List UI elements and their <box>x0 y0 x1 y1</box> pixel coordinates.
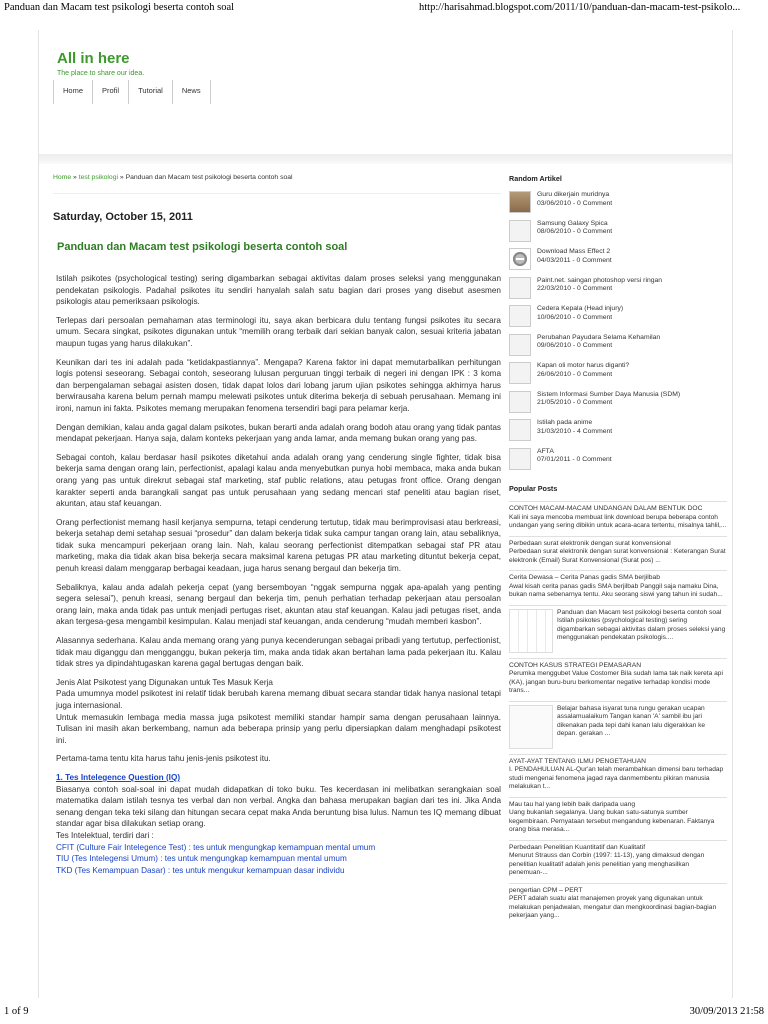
random-artikel-title[interactable]: Guru dikerjain muridnya <box>537 191 610 198</box>
list-item: TKD (Tes Kemampuan Dasar) : tes untuk mengukur kemampuan dasar individu <box>56 865 345 875</box>
site-title[interactable]: All in here <box>57 50 130 67</box>
random-artikel-item[interactable] <box>509 248 727 277</box>
blog-page <box>38 30 733 998</box>
random-artikel-meta: 03/06/2010 - 0 Comment <box>537 199 613 207</box>
random-artikel-item[interactable] <box>509 277 727 306</box>
popular-posts-list <box>509 501 727 921</box>
post-paragraph: Orang perfectionist memang hasil kerjanya sempurna, tetapi cenderung tertutup, tidak mau berimprovisasi atau berkreasi, bekerja setahap demi setahap sesuai “prosedur” dan dalam bekerja tidak suka campur tangan orang lain, atau sebaliknya, tidak suka mencampuri pekerjaan orang lain. Nah, kalau seorang perfectionist ditempatkan sebagai staf PR atau marketing, maka dia tidak akan bisa bekerja secara maksimal karena petugas PR atau marketing dituntut bekerja cepat, penuh kreasi dalam menggarap berbagai keadaan, juga harus senang bergaul dan bekerja tim. <box>56 517 501 574</box>
random-artikel-title[interactable]: Kapan oli motor harus diganti? <box>537 362 630 369</box>
post-title[interactable]: Panduan dan Macam test psikologi beserta contoh soal <box>57 241 348 253</box>
random-artikel-meta: 21/05/2010 - 0 Comment <box>537 399 613 407</box>
print-footer <box>4 1006 764 1020</box>
popular-post-snippet: I. PENDAHULUAN AL-Qur'an telah merambahkan dimensi baru terhadap studi mengenai fenomena jagad raya danmembentu pikiran manusia melakukan t... <box>509 766 724 790</box>
print-date: 30/09/2013 21:58 <box>689 1006 764 1017</box>
nav-bar <box>53 80 211 104</box>
test1-heading[interactable]: 1. Tes Intelegence Question (IQ) <box>56 772 181 782</box>
no-image-icon[interactable] <box>509 305 531 327</box>
post-paragraph: Sebagai contoh, kalau berdasar hasil psikotes diketahui anda adalah orang yang cenderung single fighter, tidak bisa bekerja sama dengan orang lain, perfectionist, apalagi kalau anda menyebutkan punya hobi membaca, maka anda bukan orang yang pas untuk direkrut sebagai staf marketing, staf public relations, atau petugas front office. Orang dengan karakter seperti anda barangkali sangat pas untuk perusahaan yang sedang mencari staf peneliti atau bagian riset, akuntan, atau staf keuangan. <box>56 452 501 509</box>
popular-post-title[interactable]: Cerita Dewasa – Cerita Panas gadis SMA berjilbab <box>509 574 660 581</box>
random-artikel-item[interactable] <box>509 191 727 220</box>
post-paragraph: Pertama-tama tentu kita harus tahu jenis-jenis psikotest itu. <box>56 754 271 764</box>
post-main <box>53 174 501 876</box>
no-image-icon[interactable] <box>509 220 531 242</box>
popular-post-title[interactable]: CONTOH MACAM-MACAM UNDANGAN DALAM BENTUK DOC <box>509 505 703 512</box>
breadcrumb <box>53 174 501 194</box>
random-artikel-meta: 10/06/2010 - 0 Comment <box>537 313 613 321</box>
popular-post-snippet: Perumka menggubet Value Costomer Bila sudah lama tak naik kereta api (KA), jangan buru-buru berkomentar negative terhadap kondisi mode trans... <box>509 670 723 694</box>
site-tagline: The place to share our idea. <box>57 70 145 77</box>
random-artikel-item[interactable] <box>509 220 727 249</box>
sign-language-image[interactable] <box>509 705 553 749</box>
random-artikel-title[interactable]: Perubahan Payudara Selama Kehamilan <box>537 333 661 341</box>
popular-post-snippet: Istilah psikotes (psychological testing) sering digambarkan sebagai aktivitas dalam proses seleksi yang menggunakan pendekatan psikologis.... <box>557 617 726 641</box>
list-item: CFIT (Culture Fair Intelegence Test) : tes untuk mengungkap kemampuan mental umum <box>56 842 376 852</box>
popular-post-item <box>509 840 727 878</box>
popular-post-title[interactable]: AYAT-AYAT TENTANG ILMU PENGETAHUAN <box>509 757 646 765</box>
post-paragraph: Dengan demikian, kalau anda gagal dalam psikotes, bukan berarti anda adalah orang bodoh atau orang yang tidak pantas mendapat pekerjaan. Hanya saja, dalam konteks pekerjaan yang anda lamar, anda memang bukan orang yang pas. <box>56 422 501 444</box>
random-artikel-meta: 26/06/2010 - 0 Comment <box>537 370 613 378</box>
random-artikel-title[interactable]: AFTA <box>537 447 554 455</box>
random-artikel-meta: 08/06/2010 - 0 Comment <box>537 228 613 236</box>
popular-post-snippet: Menurut Strauss dan Corbin (1997: 11-13), yang dimaksud dengan penelitian kualitatif adalah jenis penelitian yang menghasilkan penemuan-... <box>509 852 705 876</box>
random-artikel-heading: Random Artikel <box>509 174 562 183</box>
random-artikel-item[interactable] <box>509 419 727 448</box>
post-thumbnail[interactable] <box>509 609 553 653</box>
no-image-icon[interactable] <box>509 448 531 470</box>
breadcrumb-current: Panduan dan Macam test psikologi beserta contoh soal <box>125 174 293 181</box>
nav-profil[interactable]: Profil <box>93 80 129 104</box>
popular-post-snippet: PERT adalah suatu alat manajemen proyek yang digunakan untuk melakukan penjadwalan, mengatur dan mengkoordinasi bagian-bagian pekerjaan yang... <box>509 895 717 919</box>
print-header-title: Panduan dan Macam test psikologi beserta contoh soal <box>4 2 235 13</box>
list-intro: Tes Intelektual, terdiri dari : <box>56 830 154 840</box>
post-body <box>53 273 501 876</box>
section-heading: Jenis Alat Psikotest yang Digunakan untuk Tes Masuk Kerja <box>56 677 273 687</box>
popular-post-title[interactable]: Panduan dan Macam test psikologi beserta contoh soal <box>557 608 722 616</box>
post-paragraph: Pada umumnya model psikotest ini relatif tidak berubah karena memang dibuat secara standar tidak hanya nasional tetapi juga internasional. <box>56 689 501 710</box>
post-paragraph: Biasanya contoh soal-soal ini dapat mudah didapatkan di toko buku. Tes kecerdasan ini melibatkan serangkaian soal matematika dalam istilah tesnya tes verbal dan non verbal. Angka dan bahasa merupakan bagian dari tes ini. Jika Anda senang dengan teka teki silang dan hitungan secara cepat maka Anda beruntung bisa lulus. Namun tes IQ memang dibuat standar agar bisa dilakukan setiap orang. <box>56 784 501 829</box>
nav-news[interactable]: News <box>173 80 211 104</box>
no-image-icon[interactable] <box>509 419 531 441</box>
post-paragraph: Untuk memasukin lembaga media massa juga psikotest memiliki standar hampir sama dengan perusahaan lainnya. Tulisan ini masih akan berkembang, namun ada beberapa prinsip yang perlu dipersiapkan dalam menghadapi psikotest ini. <box>56 712 501 745</box>
breadcrumb-sep: » <box>73 174 77 181</box>
random-artikel-title[interactable]: Sistem Informasi Sumber Daya Manusia (SDM) <box>537 390 681 398</box>
print-header <box>4 2 764 16</box>
random-artikel-meta: 22/03/2010 - 0 Comment <box>537 285 613 293</box>
breadcrumb-category[interactable]: test psikologi <box>78 174 118 181</box>
popular-post-item <box>509 701 727 749</box>
print-page-number: 1 of 9 <box>4 1006 29 1017</box>
article-thumbnail[interactable] <box>509 191 531 213</box>
random-artikel-title[interactable]: Istilah pada anime <box>537 419 593 426</box>
post-date: Saturday, October 15, 2011 <box>53 211 193 223</box>
breadcrumb-home[interactable]: Home <box>53 174 72 181</box>
popular-post-item <box>509 501 727 531</box>
no-image-icon[interactable] <box>509 391 531 413</box>
popular-post-item <box>509 754 727 792</box>
header-divider <box>39 154 732 164</box>
print-header-url: http://harisahmad.blogspot.com/2011/10/panduan-dan-macam-test-psikolo... <box>419 2 741 13</box>
popular-post-item <box>509 658 727 696</box>
no-image-icon[interactable] <box>509 277 531 299</box>
stop-icon[interactable] <box>509 248 531 270</box>
popular-post-snippet: Perbedaan surat elektronik dengan surat konvensional : Keterangan Surat elektronik (Email) Surat Konvensional (Surat pos) ... <box>509 548 726 564</box>
popular-post-item <box>509 570 727 600</box>
random-artikel-item[interactable] <box>509 305 727 334</box>
popular-posts-heading: Popular Posts <box>509 484 558 493</box>
no-image-icon[interactable] <box>509 334 531 356</box>
nav-home[interactable]: Home <box>53 80 93 104</box>
breadcrumb-sep: » <box>119 174 124 181</box>
popular-post-title[interactable]: Mau tau hal yang lebih baik daripada uang <box>509 800 636 808</box>
popular-post-snippet: Awal kisah cerita panas gadis SMA berjilbab Panggil saja namaku Dina, bukan nama sebenarnya tentu. Aku seorang siswi yang tahun ini sudah... <box>509 582 723 598</box>
random-artikel-item[interactable] <box>509 362 727 391</box>
random-artikel-item[interactable] <box>509 448 727 477</box>
post-paragraph: Terlepas dari persoalan pemahaman atas terminologi itu, saya akan berbicara dulu tentang fungsi psikotes itu secara umum. Secara singkat, psikotes digunakan untuk “memilih orang terbaik dari sekian banyak calon, sesuai kriteria jabatan maupun tugas yang harus dilakukan”. <box>56 315 501 348</box>
popular-post-item <box>509 797 727 835</box>
popular-post-title[interactable]: Perbedaan surat elektronik dengan surat konvensional <box>509 539 671 547</box>
list-item: TIU (Tes Intelegensi Umum) : tes untuk mengungkap kemampuan mental umum <box>56 854 347 864</box>
popular-post-item <box>509 605 727 653</box>
nav-tutorial[interactable]: Tutorial <box>129 80 173 104</box>
popular-post-title[interactable]: Perbedaan Penelitian Kuantitatif dan Kualitatif <box>509 843 646 851</box>
post-paragraph: Keunikan dari tes ini adalah pada “ketidakpastiannya”. Mengapa? Karena faktor ini dapat memutarbalikan perhitungan logis potensi seseorang. Sebagai contoh, seseorang lulusan perguruan tinggi terbaik di negeri ini dengan IPK : 3 koma dan berpengalaman sebagai asisten dosen, tidak dapat lolos dari lobang jarum ujian psikotes sehingga akhirnya harus berwirausaha karena belum pernah mampu melewati psikotes untuk diterima bekerja di sebuah perusahaan. Memang ini ironi, namun ini fakta. Psikotes memang merupakan fenomena tersendiri bagi para pelamar kerja. <box>56 357 501 413</box>
random-artikel-meta: 09/06/2010 - 0 Comment <box>537 342 613 350</box>
popular-post-snippet: Kali ini saya mencoba membuat link download berupa beberapa contoh undangan yang sering dibikin untuk acara-acara tertentu, misalnya tahlil,... <box>509 513 727 529</box>
popular-post-title[interactable]: pengertian CPM – PERT <box>509 886 583 894</box>
popular-post-snippet: Uang bukanlah segalanya. Uang bukan satu-satunya sumber kegembiraan. Pernyataan tersebut mengandung kebenaran. Faktanya orang bisa merasa... <box>509 809 715 833</box>
post-paragraph: Istilah psikotes (psychological testing) sering digambarkan sebagai aktivitas dalam proses seleksi yang menggunakan pendekatan psikologis. Padahal psikotes itu sendiri hanyalah salah satu bagian dari proses yang disebut asesmen psikologis atau pemeriksaan psikologis. <box>56 274 501 307</box>
random-artikel-meta: 04/03/2011 - 0 Comment <box>537 256 612 264</box>
random-artikel-meta: 31/03/2010 - 4 Comment <box>537 427 613 435</box>
popular-post-item <box>509 883 727 921</box>
random-artikel-title[interactable]: Samsung Galaxy Spica <box>537 219 608 227</box>
sidebar <box>509 174 727 926</box>
random-artikel-list <box>509 191 727 476</box>
post-paragraph: Alasannya sederhana. Kalau anda memang orang yang punya kecenderungan sebagai pribadi yang tertutup, perfectionist, tidak mau diganggu dan mengganggu, bukan pekerja tim, maka anda tidak akan bertahan lama pada pekerjaan itu. Kalau tidak stres ya dipindahtugaskan karena gagal bertugas dengan baik. <box>56 636 501 669</box>
popular-post-item <box>509 536 727 566</box>
random-artikel-title[interactable]: Cedera Kepala (Head injury) <box>537 305 624 312</box>
random-artikel-item[interactable] <box>509 391 727 420</box>
popular-post-snippet: Belajar bahasa isyarat tuna rungu gerakan ucapan assalamualaikum Tangan kanan 'A' sambil ibu jari dikenakan pada tepi dahi kanan lalu digerakkan ke depan. gerakan ... <box>557 704 706 737</box>
random-artikel-item[interactable] <box>509 334 727 363</box>
random-artikel-title[interactable]: Download Mass Effect 2 <box>537 248 611 255</box>
popular-post-title[interactable]: CONTOH KASUS STRATEGI PEMASARAN <box>509 661 642 669</box>
random-artikel-meta: 07/01/2011 - 0 Comment <box>537 456 612 464</box>
post-paragraph: Sebaliknya, kalau anda adalah pekerja cepat (yang bersemboyan “nggak sempurna nggak apa-apalah yang penting segera selesai”), penuh kreasi, senang bergaul dan bekerja tim, penuh perhatian terhadap pekerjaan atau persoalan orang lain, maka anda tidak pas untuk menjadi pertugas riset, akuntan atau staf keuangan. Kalau jadi petugas riset, anda akan tergesa-gesa mengambil kesimpulan. Kalau menjadi staf keuangan, anda cenderung “mudah memberi kasbon”. <box>56 582 501 627</box>
no-image-icon[interactable] <box>509 362 531 384</box>
random-artikel-title[interactable]: Paint.net. saingan photoshop versi ringan <box>537 276 663 284</box>
